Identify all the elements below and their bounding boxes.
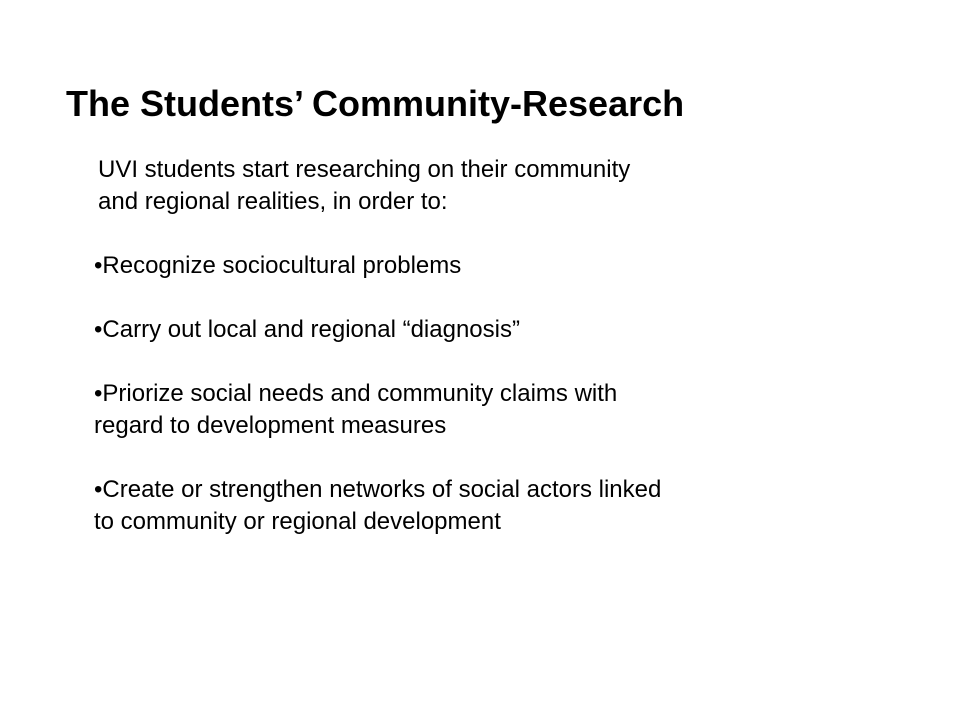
bullet-icon: • bbox=[94, 380, 103, 407]
slide-title: The Students’ Community-Research bbox=[66, 83, 685, 124]
bullet-item-priorize bbox=[94, 378, 898, 442]
bullet-icon: • bbox=[94, 476, 103, 503]
bullet-line-1: Carry out local and regional “diagnosis” bbox=[102, 316, 520, 343]
bullet-icon: • bbox=[94, 252, 103, 279]
bullet-line-2: to community or regional development bbox=[94, 508, 501, 535]
bullet-line-1: Priorize social needs and community claims with bbox=[102, 380, 618, 407]
slide-body bbox=[94, 154, 898, 538]
bullet-line-1: Recognize sociocultural problems bbox=[102, 252, 462, 279]
bullet-icon: • bbox=[94, 316, 103, 343]
bullet-list bbox=[94, 250, 898, 538]
intro-line-2: and regional realities, in order to: bbox=[98, 188, 448, 215]
bullet-item-recognize bbox=[94, 250, 898, 282]
intro-text bbox=[98, 154, 898, 218]
bullet-item-diagnosis bbox=[94, 314, 898, 346]
bullet-line-2: regard to development measures bbox=[94, 412, 447, 439]
bullet-line-1: Create or strengthen networks of social actors linked bbox=[102, 476, 662, 503]
intro-line-1: UVI students start researching on their community bbox=[98, 156, 631, 183]
bullet-item-networks bbox=[94, 474, 898, 538]
